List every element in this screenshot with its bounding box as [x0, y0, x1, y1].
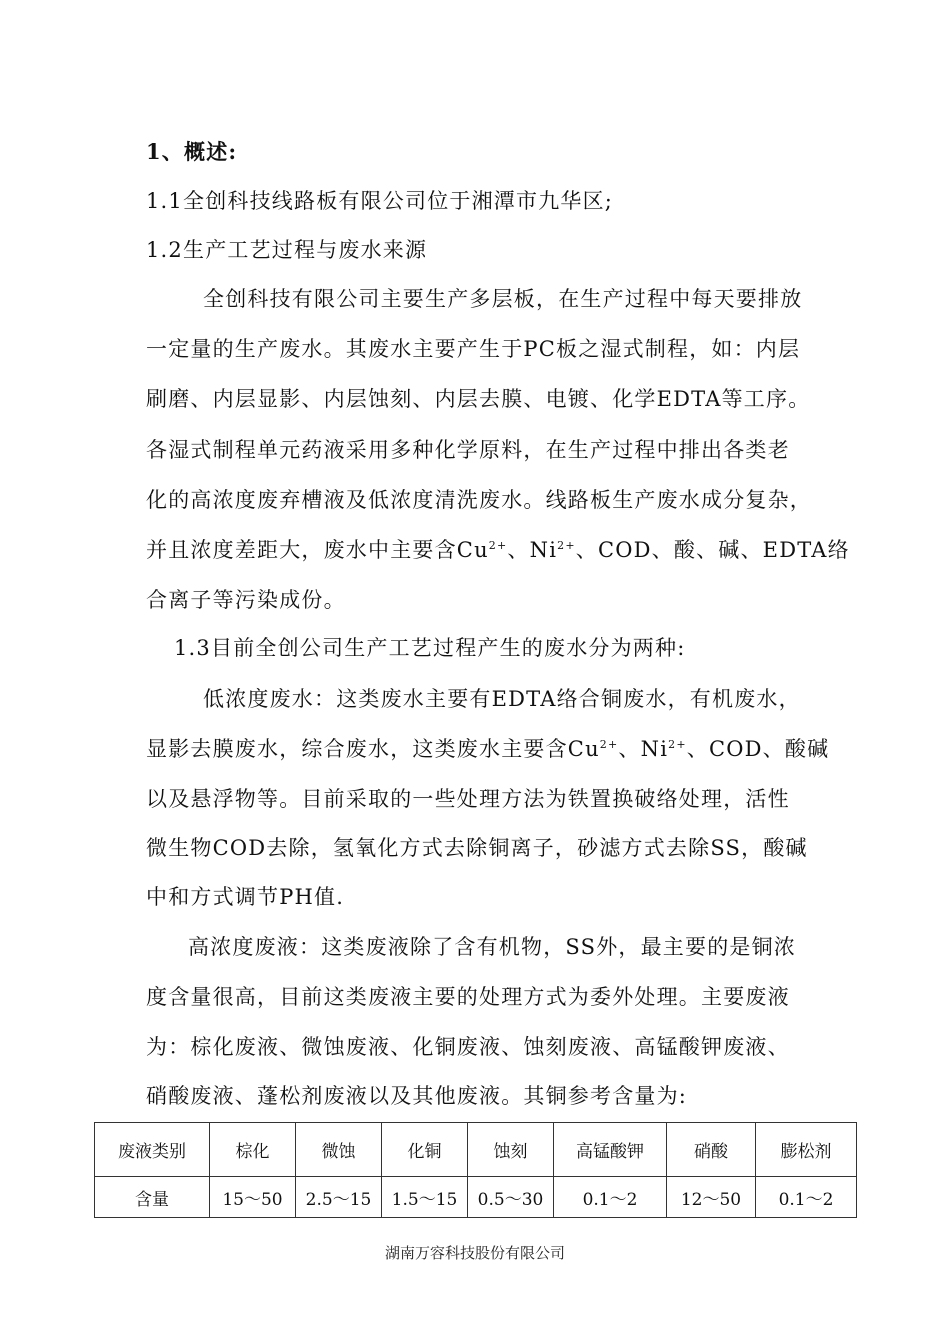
- table-header-cell: 棕化: [210, 1123, 296, 1177]
- para1-line2: 一定量的生产废水。其废水主要产生于PC板之湿式制程，如：内层: [146, 337, 801, 361]
- para3-line2: 度含量很高，目前这类废液主要的处理方式为委外处理。主要废液: [146, 985, 790, 1009]
- table-cell: 12～50: [667, 1177, 756, 1218]
- ni-charge-2: 2+: [668, 738, 687, 751]
- table-cell: 含量: [95, 1177, 210, 1218]
- section-heading: 1、概述:: [146, 139, 238, 164]
- section-1-2: 1.2生产工艺过程与废水来源: [146, 238, 428, 262]
- page-footer: 湖南万容科技股份有限公司: [384, 1244, 565, 1262]
- cu-charge-2: 2+: [599, 738, 619, 751]
- para1-line5: 化的高浓度废弃槽液及低浓度清洗废水。线路板生产废水成分复杂，: [146, 488, 812, 512]
- para3-line1: 高浓度废液：这类废液除了含有机物，SS外，最主要的是铜浓: [188, 935, 797, 959]
- table-header-cell: 膨松剂: [756, 1123, 857, 1177]
- table-cell: 2.5～15: [296, 1177, 382, 1218]
- para2-line2-c: 、COD、酸碱: [686, 737, 830, 761]
- table-cell: 1.5～15: [382, 1177, 468, 1218]
- table-cell: 0.5～30: [468, 1177, 554, 1218]
- table-header-row: [95, 1123, 857, 1177]
- para1-line3: 刷磨、内层显影、内层蚀刻、内层去膜、电镀、化学EDTA等工序。: [146, 387, 811, 411]
- table-header-cell: 蚀刻: [468, 1123, 554, 1177]
- para2-line4: 微生物COD去除，氢氧化方式去除铜离子，砂滤方式去除SS，酸碱: [146, 836, 808, 860]
- copper-content-table: [94, 1122, 857, 1218]
- para2-line1: 低浓度废水：这类废水主要有EDTA络合铜废水，有机废水，: [203, 687, 801, 711]
- para1-line1: 全创科技有限公司主要生产多层板，在生产过程中每天要排放: [203, 287, 803, 311]
- section-1-3: 1.3目前全创公司生产工艺过程产生的废水分为两种:: [174, 636, 686, 660]
- para2-line3: 以及悬浮物等。目前采取的一些处理方法为铁置换破络处理，活性: [146, 787, 790, 811]
- table-cell: 15～50: [210, 1177, 296, 1218]
- cu-charge: 2+: [488, 539, 508, 552]
- para1-line4: 各湿式制程单元药液采用多种化学原料，在生产过程中排出各类老: [146, 438, 790, 462]
- para1-line7: 合离子等污染成份。: [146, 588, 346, 612]
- para1-line6-c: 、COD、酸、碱、EDTA络: [575, 538, 850, 562]
- table-cell: 0.1～2: [554, 1177, 667, 1218]
- para2-line2-b: 、Ni: [618, 737, 669, 761]
- table-header-cell: 硝酸: [667, 1123, 756, 1177]
- para3-line3: 为：棕化废液、微蚀废液、化铜废液、蚀刻废液、高锰酸钾废液、: [146, 1035, 790, 1059]
- para3-line4: 硝酸废液、蓬松剂废液以及其他废液。其铜参考含量为:: [146, 1084, 688, 1108]
- ni-charge: 2+: [557, 539, 576, 552]
- para2-line5: 中和方式调节PH值.: [146, 885, 345, 909]
- para1-line6: [146, 535, 850, 565]
- para1-line6-b: 、Ni: [507, 538, 558, 562]
- para2-line2: [146, 734, 829, 764]
- table-header-cell: 微蚀: [296, 1123, 382, 1177]
- para2-line2-a: 显影去膜废水，综合废水，这类废水主要含Cu: [146, 737, 600, 761]
- table-cell: 0.1～2: [756, 1177, 857, 1218]
- para1-line6-a: 并且浓度差距大，废水中主要含Cu: [146, 538, 489, 562]
- table-header-cell: 高锰酸钾: [554, 1123, 667, 1177]
- table-header-cell: 化铜: [382, 1123, 468, 1177]
- table-header-cell: 废液类别: [95, 1123, 210, 1177]
- table-row: [95, 1177, 857, 1218]
- section-1-1: 1.1全创科技线路板有限公司位于湘潭市九华区;: [146, 189, 614, 213]
